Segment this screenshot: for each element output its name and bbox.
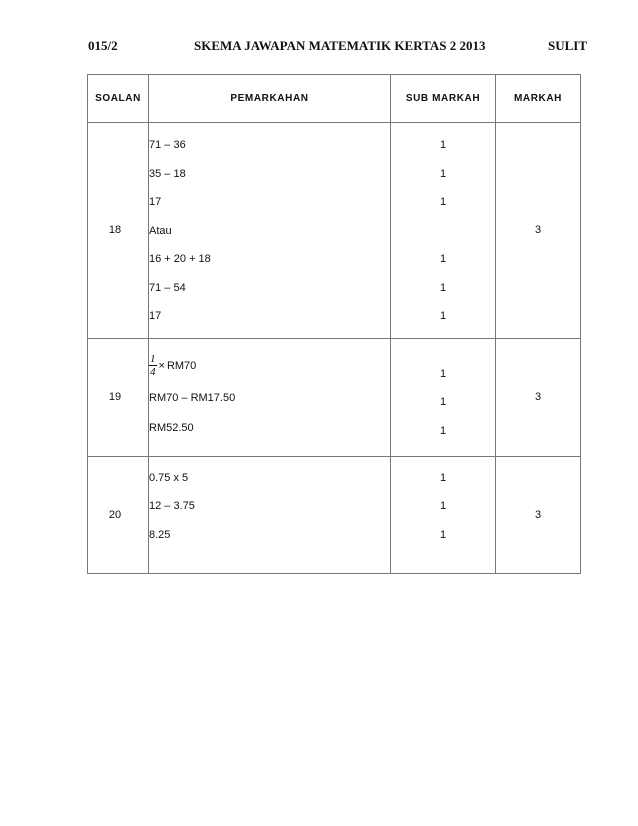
working-cell xyxy=(149,338,391,456)
sub-mark: 1 xyxy=(439,167,447,180)
question-number-cell xyxy=(88,456,149,573)
sub-mark-cell xyxy=(391,456,496,573)
working-step: 16 + 20 + 18 xyxy=(149,253,211,265)
sub-mark xyxy=(391,224,495,253)
working-step: 71 – 54 xyxy=(149,281,186,294)
total-mark: 3 xyxy=(534,508,542,521)
sub-mark: 1 xyxy=(439,196,447,208)
fraction-denominator: 4 xyxy=(150,366,156,378)
working-step: Atau xyxy=(149,224,172,237)
working-step: RM52.50 xyxy=(149,422,194,434)
total-mark: 3 xyxy=(534,391,542,403)
classification-label: SULIT xyxy=(548,38,588,53)
sub-mark: 1 xyxy=(439,471,447,484)
fraction-numerator: 1 xyxy=(150,353,156,365)
sub-mark: 1 xyxy=(439,396,447,408)
marking-scheme-table xyxy=(87,74,581,574)
sub-mark: 1 xyxy=(439,253,447,265)
sub-mark: 1 xyxy=(439,281,447,294)
sub-mark-cell xyxy=(391,338,496,456)
total-mark: 3 xyxy=(534,224,542,237)
total-mark-cell xyxy=(496,456,581,573)
table-row-q20 xyxy=(88,456,581,573)
fraction xyxy=(149,353,157,378)
working-step: 17 xyxy=(149,310,162,322)
question-number: 20 xyxy=(108,508,122,521)
table-header-row xyxy=(88,75,581,123)
working-step xyxy=(149,347,390,385)
question-number: 18 xyxy=(108,224,122,237)
sub-mark-cell xyxy=(391,123,496,339)
working-step: RM70 – RM17.50 xyxy=(149,391,236,404)
column-header-sub-markah: SUB MARKAH xyxy=(391,75,496,123)
sub-mark: 1 xyxy=(439,500,447,512)
working-step-text: RM70 xyxy=(166,359,197,372)
multiply-sign: × xyxy=(158,359,165,372)
working-cell xyxy=(149,123,391,339)
question-number-cell xyxy=(88,123,149,339)
sub-mark: 1 xyxy=(439,424,447,437)
working-cell xyxy=(149,456,391,573)
paper-code: 015/2 xyxy=(88,38,118,53)
sub-mark: 1 xyxy=(439,367,447,380)
working-step: 12 – 3.75 xyxy=(149,500,195,512)
question-number-cell xyxy=(88,338,149,456)
document-title: SKEMA JAWAPAN MATEMATIK KERTAS 2 2013 xyxy=(194,38,486,53)
question-number: 19 xyxy=(108,391,122,403)
sub-mark: 1 xyxy=(439,139,447,151)
working-step: 17 xyxy=(149,196,162,208)
column-header-soalan: SOALAN xyxy=(88,75,149,123)
sub-mark: 1 xyxy=(439,528,447,541)
sub-mark: 1 xyxy=(439,310,447,322)
column-header-pemarkahan: PEMARKAHAN xyxy=(149,75,391,123)
total-mark-cell xyxy=(496,123,581,339)
working-step: 35 – 18 xyxy=(149,167,186,180)
table-row-q19 xyxy=(88,338,581,456)
column-header-markah: MARKAH xyxy=(496,75,581,123)
total-mark-cell xyxy=(496,338,581,456)
working-step: 8.25 xyxy=(149,528,171,541)
working-step: 71 – 36 xyxy=(149,139,186,151)
table-row-q18 xyxy=(88,123,581,339)
working-step: 0.75 x 5 xyxy=(149,471,189,484)
